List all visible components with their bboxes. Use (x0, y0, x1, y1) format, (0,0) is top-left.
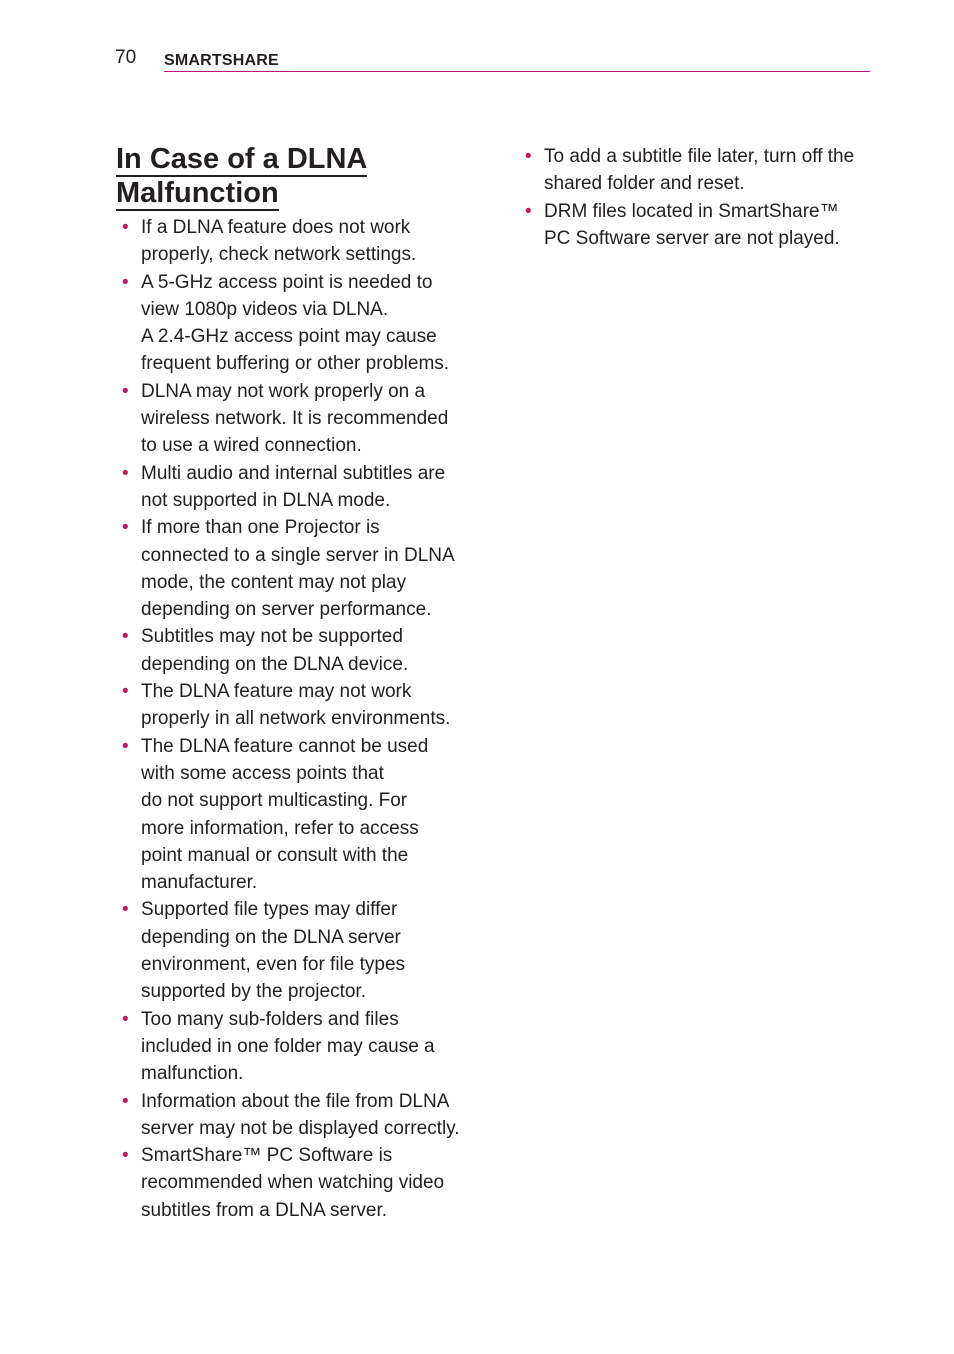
bullet-icon: • (122, 462, 129, 484)
list-item-text: Supported file types may differ depending on the DLNA server environment, even for file types supported by the projector. (141, 899, 406, 1003)
header-rule (164, 71, 870, 72)
list-item (122, 733, 481, 897)
list-item (122, 514, 481, 623)
bullet-icon: • (122, 1145, 129, 1167)
right-column-list (525, 143, 884, 252)
list-item-text: A 5-GHz access point is needed to view 1080p videos via DLNA. A 2.4-GHz access point may cause frequent buffering or other problems. (141, 271, 450, 375)
list-item-text: To add a subtitle file later, turn off the shared folder and reset. (544, 146, 855, 195)
list-item-text: The DLNA feature may not work properly in all network environments. (141, 681, 451, 730)
list-item (122, 378, 481, 460)
list-item-text: SmartShare™ PC Software is recommended when watching video subtitles from a DLNA server. (141, 1145, 445, 1221)
list-item (122, 623, 481, 678)
list-item (122, 678, 481, 733)
list-item (122, 1006, 481, 1088)
list-item (122, 214, 481, 269)
left-column-list (122, 214, 481, 1224)
bullet-icon: • (122, 217, 129, 238)
list-item (525, 143, 884, 198)
list-item-text: DLNA may not work properly on a wireless network. It is recommended to use a wired connection. (141, 380, 449, 457)
bullet-icon: • (122, 271, 129, 293)
bullet-icon: • (122, 899, 129, 921)
list-item (122, 269, 481, 378)
list-item-text: Multi audio and internal subtitles are not supported in DLNA mode. (141, 462, 446, 511)
list-item-text: Subtitles may not be supported depending on the DLNA device. (141, 626, 409, 675)
bullet-icon: • (525, 146, 532, 167)
list-item (525, 198, 884, 253)
page-number: 70 (115, 47, 137, 68)
list-item (122, 1088, 481, 1143)
bullet-icon: • (525, 200, 532, 222)
bullet-icon: • (122, 735, 129, 757)
list-item-text: If more than one Projector is connected to a single server in DLNA mode, the content may not play depending on server performance. (141, 517, 455, 621)
list-item (122, 1142, 481, 1224)
page-title (116, 142, 476, 210)
bullet-icon: • (122, 681, 129, 703)
bullet-icon: • (122, 380, 129, 402)
list-item-text: DRM files located in SmartShare™ PC Software server are not played. (544, 200, 840, 249)
bullet-icon: • (122, 626, 129, 648)
section-header: SMARTSHARE (164, 52, 279, 69)
page-title-text: In Case of a DLNA Malfunction (116, 143, 368, 209)
list-item (122, 460, 481, 515)
bullet-icon: • (122, 517, 129, 539)
list-item-text: If a DLNA feature does not work properly, check network settings. (141, 217, 417, 266)
list-item (122, 896, 481, 1005)
bullet-icon: • (122, 1090, 129, 1112)
list-item-text: Too many sub-folders and files included in one folder may cause a malfunction. (141, 1008, 435, 1085)
bullet-icon: • (122, 1008, 129, 1030)
list-item-text: The DLNA feature cannot be used with some access points that do not support multicasting. For more information, refer to access point manual or consult with the manufacturer. (141, 735, 429, 894)
list-item-text: Information about the file from DLNA server may not be displayed correctly. (141, 1090, 460, 1139)
